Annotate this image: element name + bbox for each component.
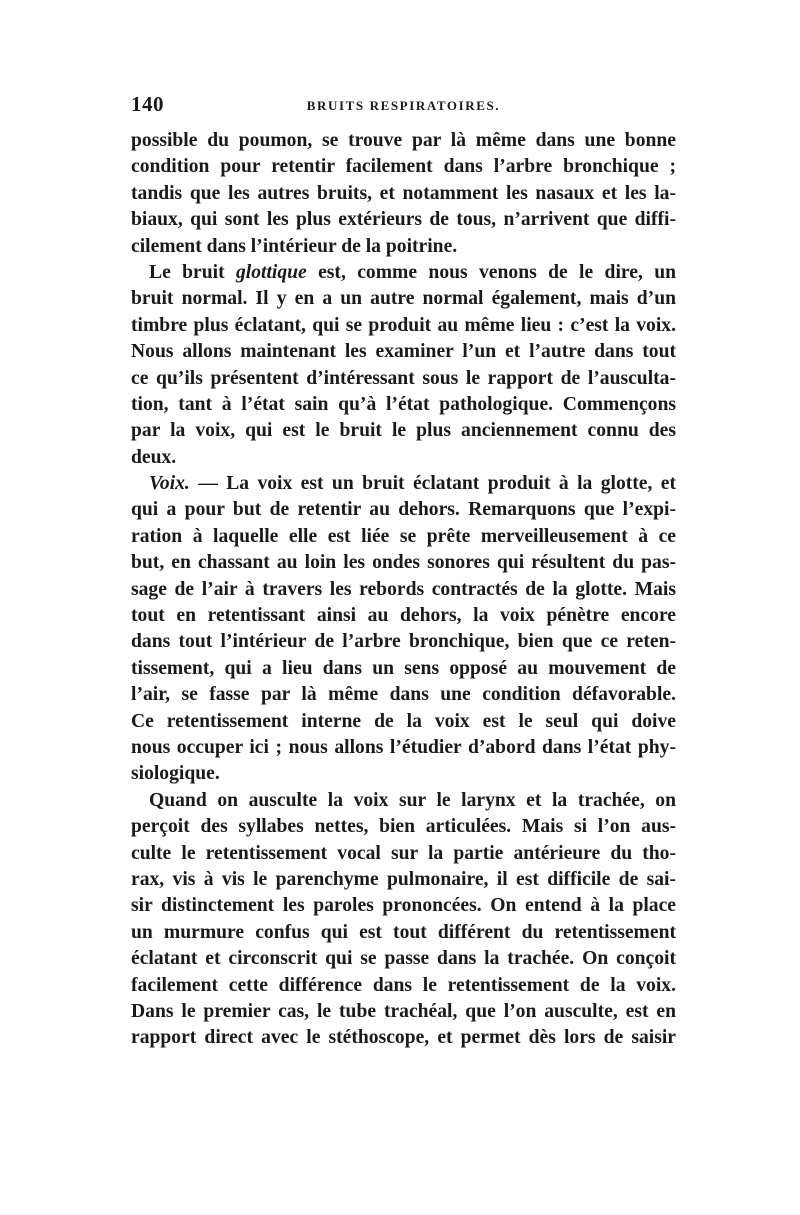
paragraph [131, 260, 676, 471]
paragraph [131, 788, 676, 1052]
italic-term: Voix. [149, 473, 190, 495]
text-line: rax, vis à vis le parenchyme pulmonaire, il est difficile de sai- [131, 868, 676, 890]
text-line: éclatant et circonscrit qui se passe dans la trachée. On conçoit [131, 948, 676, 970]
text-line: dans tout l’intérieur de l’arbre bronchique, bien que ce reten- [131, 631, 676, 653]
text-line [131, 260, 676, 286]
text-segment: est, comme nous venons de le dire, un [306, 261, 676, 283]
text-line: tissement, qui a lieu dans un sens opposé au mouvement de [131, 657, 676, 679]
text-line: Nous allons maintenant les examiner l’un et l’autre dans tout [131, 341, 676, 363]
text-line: biaux, qui sont les plus extérieurs de tous, n’arrivent que diffi- [131, 209, 676, 231]
text-line: Ce retentissement interne de la voix est le seul qui doive [131, 710, 676, 732]
running-title: BRUITS RESPIRATOIRES. [306, 98, 501, 113]
text-line: deux. [131, 446, 177, 468]
text-line: tion, tant à l’état sain qu’à l’état pathologique. Commençons [131, 393, 676, 415]
text-line: sage de l’air à travers les rebords contractés de la glotte. Mais [131, 578, 676, 600]
page-header [131, 92, 676, 122]
text-line: culte le retentissement vocal sur la partie antérieure du tho- [131, 842, 676, 864]
text-line: but, en chassant au loin les ondes sonores qui résultent du pas- [131, 552, 676, 574]
text-segment: — La voix est un bruit éclatant produit à la glotte, et [189, 473, 676, 495]
paragraph [131, 471, 676, 788]
text-line: bruit normal. Il y en a un autre normal également, mais d’un [131, 288, 676, 310]
text-line: rapport direct avec le stéthoscope, et permet dès lors de saisir [131, 1027, 676, 1049]
paragraph [131, 128, 676, 260]
text-line: perçoit des syllabes nettes, bien articulées. Mais si l’on aus- [131, 816, 676, 838]
text-line: qui a pour but de retentir au dehors. Remarquons que l’expi- [131, 499, 676, 521]
text-line: possible du poumon, se trouve par là même dans une bonne [131, 130, 676, 151]
text-line: timbre plus éclatant, qui se produit au même lieu : c’est la voix. [131, 314, 676, 336]
text-line: l’air, se fasse par là même dans une condition défavorable. [131, 684, 676, 706]
text-line: nous occuper ici ; nous allons l’étudier d’abord dans l’état phy- [131, 736, 676, 758]
text-line: tout en retentissant ainsi au dehors, la voix pénètre encore [131, 605, 676, 627]
text-line: tandis que les autres bruits, et notamment les nasaux et les la- [131, 182, 676, 204]
text-line: cilement dans l’intérieur de la poitrine. [131, 235, 458, 257]
text-line: sir distinctement les paroles prononcées. On entend à la place [131, 895, 676, 917]
text-line: siologique. [131, 763, 220, 785]
text-line: condition pour retentir facilement dans l’arbre bronchique ; [131, 156, 676, 178]
text-line: facilement cette différence dans le retentissement de la voix. [131, 974, 676, 996]
text-line: ce qu’ils présentent d’intéressant sous le rapport de l’ausculta- [131, 367, 676, 389]
text-segment: Le bruit [149, 261, 236, 283]
text-line: Dans le premier cas, le tube trachéal, que l’on ausculte, est en [131, 1000, 676, 1022]
body-text [131, 128, 676, 1052]
text-line: un murmure confus qui est tout différent du retentissement [131, 921, 676, 943]
text-line: par la voix, qui est le bruit le plus anciennement connu des [131, 420, 676, 442]
text-line: Quand on ausculte la voix sur le larynx et la trachée, on [149, 789, 676, 811]
page-number: 140 [131, 92, 164, 116]
italic-term: glottique [235, 261, 307, 283]
text-line [131, 471, 676, 497]
text-line: ration à laquelle elle est liée se prête merveilleusement à ce [131, 525, 676, 547]
